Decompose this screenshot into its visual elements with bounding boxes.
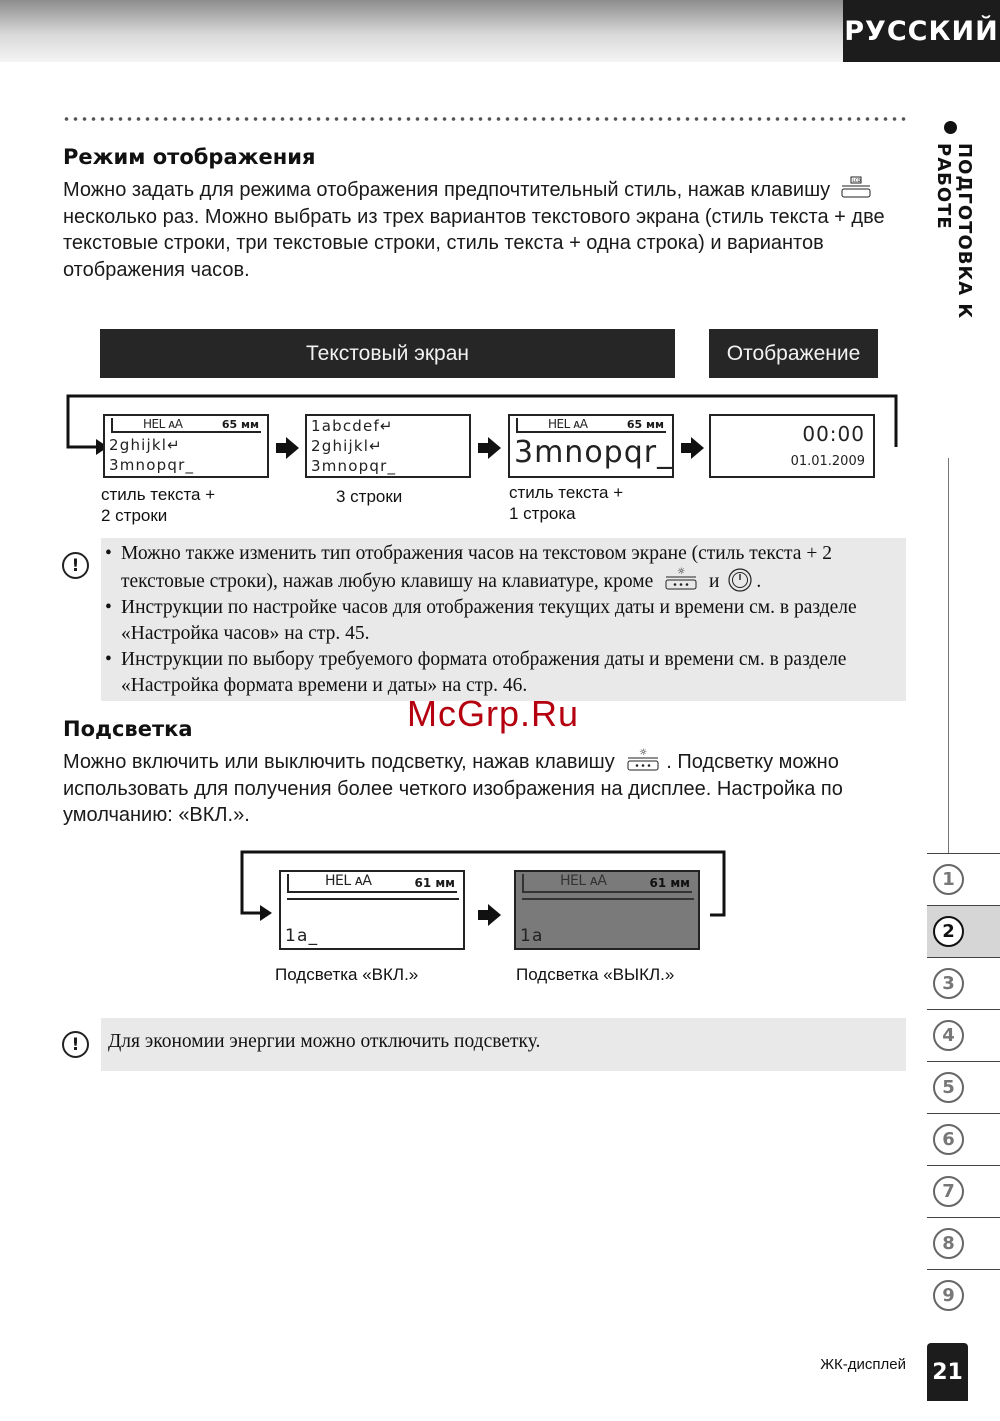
paragraph-text: Можно включить или выключить подсветку, нажав клавишу <box>63 751 615 773</box>
lcd-line: 3mnopqr_ <box>311 457 397 475</box>
dotted-divider <box>62 116 910 122</box>
chapter-number: 3 <box>933 968 964 999</box>
chapter-number: 2 <box>933 916 964 947</box>
svg-text:LCD: LCD <box>852 178 861 183</box>
warning-icon: ! <box>62 1031 89 1058</box>
footer-section-label: ЖК-дисплей <box>820 1356 906 1373</box>
display-key-icon <box>838 176 874 200</box>
header-bar <box>0 0 845 62</box>
chapter-number: 9 <box>933 1280 964 1311</box>
lcd-tape-width: 61 мм <box>649 876 690 890</box>
side-rule <box>948 458 949 853</box>
caption-line: стиль текста + <box>101 485 216 504</box>
lcd-3-lines <box>305 414 471 478</box>
arrow-right-icon <box>488 437 501 459</box>
watermark: McGrp.Ru <box>407 693 580 734</box>
page-number: 21 <box>927 1343 968 1401</box>
caption-line: стиль текста + <box>509 483 624 502</box>
paragraph-text: . Подсветку можно использовать для получения более четкого изображения на дисплее. Настройка по умолчанию: «ВКЛ.». <box>63 751 843 826</box>
arrow-right-icon <box>488 904 501 926</box>
lcd-style-plus-2-lines <box>103 414 269 478</box>
chapter-tab-1[interactable] <box>927 853 1000 905</box>
lcd-style-label: HEL ᴀA <box>560 873 607 889</box>
chapter-tab-4[interactable] <box>927 1009 1000 1061</box>
arrow-right-icon <box>286 437 299 459</box>
caption-line: 1 строка <box>509 504 576 523</box>
lcd-style-plus-1-line <box>508 414 674 478</box>
note-text: . <box>756 571 762 592</box>
lcd-line: 1a_ <box>285 926 319 946</box>
backlight-key-icon <box>622 748 664 772</box>
chapter-number: 4 <box>933 1020 964 1051</box>
svg-text:☼: ☼ <box>639 748 648 758</box>
lcd-tape-width: 65 мм <box>626 418 664 431</box>
lcd-line: 3mnopqr_ <box>514 435 674 470</box>
backlight-key-icon <box>660 567 702 591</box>
bullet-icon <box>944 121 957 134</box>
section-paragraph <box>63 748 908 829</box>
lcd-line: 3mnopqr_ <box>109 456 195 474</box>
lcd-line: 2ghijkl↵ <box>109 436 181 454</box>
lcd-backlight-on <box>279 870 465 950</box>
screen-caption <box>101 484 215 526</box>
clock-time: 00:00 <box>802 422 865 446</box>
svg-text:☼: ☼ <box>677 567 686 577</box>
chapter-number: 5 <box>933 1072 964 1103</box>
note-text: Для экономии энергии можно отключить подсветку. <box>108 1031 541 1052</box>
lcd-style-label: HEL ᴀA <box>325 873 372 889</box>
note-text: Можно также изменить тип отображения часов на текстовом экране (стиль текста + 2 текстовые строки), нажав любую клавишу на клавиатуре, кроме <box>121 543 832 592</box>
clock-display-banner: Отображение <box>709 329 878 378</box>
note-text: и <box>709 571 720 592</box>
screen-caption: Подсветка «ВКЛ.» <box>275 965 419 984</box>
paragraph-text: несколько раз. Можно выбрать из трех вариантов текстового экрана (стиль текста + две текстовые строки, три текстовые строки, стиль текста + одна строка) и вариантов отображения часов. <box>63 205 885 281</box>
text-screen-banner: Текстовый экран <box>100 329 675 378</box>
lcd-style-label: HEL ᴀA <box>143 417 183 431</box>
lcd-backlight-off <box>514 870 700 950</box>
chapter-tab-2[interactable] <box>927 905 1000 957</box>
chapter-tab-8[interactable] <box>927 1217 1000 1269</box>
chapter-tab-3[interactable] <box>927 957 1000 1009</box>
lcd-tape-width: 61 мм <box>414 876 455 890</box>
note-item: • Инструкции по выбору требуемого формата отображения даты и времени см. в разделе «Настройка формата времени и даты» на стр. 46. <box>101 647 906 699</box>
side-section-title: ПОДГОТОВКА К РАБОТЕ <box>933 143 975 320</box>
chapter-tab-9[interactable] <box>927 1269 1000 1321</box>
warning-icon: ! <box>62 552 89 579</box>
screen-caption: Подсветка «ВЫКЛ.» <box>516 965 675 984</box>
lcd-style-label: HEL ᴀA <box>548 417 588 431</box>
lcd-clock-display <box>709 414 875 478</box>
arrow-right-icon <box>691 437 704 459</box>
chapter-tab-6[interactable] <box>927 1113 1000 1165</box>
chapter-tab-7[interactable] <box>927 1165 1000 1217</box>
section-paragraph <box>63 176 908 283</box>
lcd-line: 1abcdef↵ <box>311 417 394 435</box>
chapter-number: 8 <box>933 1228 964 1259</box>
language-label: РУССКИЙ <box>843 0 1000 62</box>
screen-caption <box>509 482 623 524</box>
note-list <box>101 541 906 699</box>
screen-caption: 3 строки <box>336 487 403 506</box>
power-key-icon <box>726 567 754 591</box>
lcd-tape-width: 65 мм <box>221 418 259 431</box>
chapter-number: 7 <box>933 1176 964 1207</box>
section-title: Режим отображения <box>63 145 316 169</box>
chapter-number: 6 <box>933 1124 964 1155</box>
lcd-line: 2ghijkl↵ <box>311 437 383 455</box>
lcd-line: 1a <box>520 926 544 946</box>
note-item: • Инструкции по настройке часов для отображения текущих даты и времени см. в разделе «Настройка часов» на стр. 45. <box>101 595 906 647</box>
note-item <box>101 541 906 595</box>
chapter-tab-5[interactable] <box>927 1061 1000 1113</box>
section-title: Подсветка <box>63 717 193 741</box>
caption-line: 2 строки <box>101 506 168 525</box>
clock-date: 01.01.2009 <box>790 454 865 469</box>
chapter-number: 1 <box>933 864 964 895</box>
paragraph-text: Можно задать для режима отображения предпочтительный стиль, нажав клавишу <box>63 179 831 201</box>
